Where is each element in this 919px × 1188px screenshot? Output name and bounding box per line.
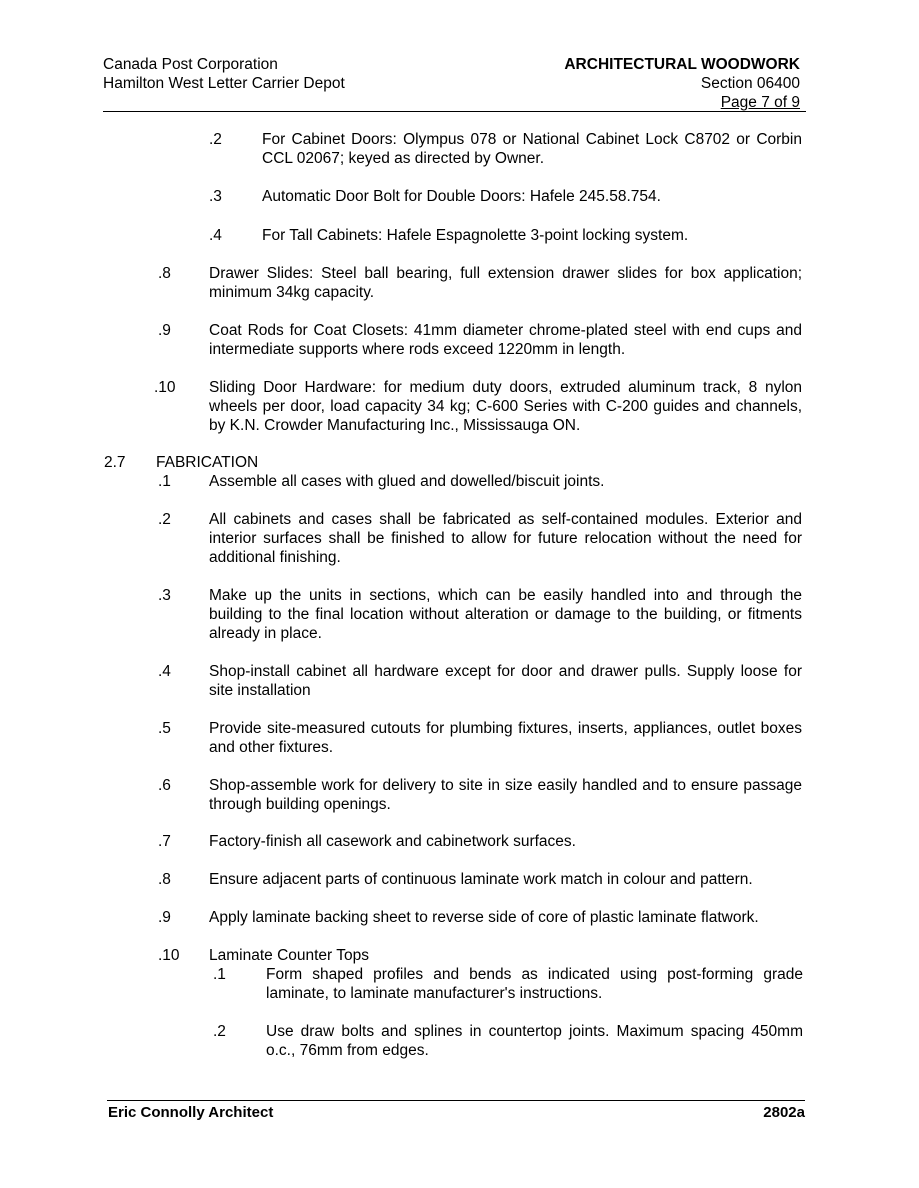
item-number: .3 (209, 188, 222, 205)
fab-item-text: Shop-install cabinet all hardware except for door and drawer pulls. Supply loose for site installation (209, 663, 802, 699)
fab-item-number: .10 (158, 947, 180, 964)
fab-item-text: Shop-assemble work for delivery to site in size easily handled and to ensure passage through building openings. (209, 777, 802, 813)
item-number: .8 (158, 265, 171, 282)
header-left (103, 55, 345, 93)
item-number: .9 (158, 322, 171, 339)
footer-architect: Eric Connolly Architect (108, 1104, 274, 1121)
fab-item-number: .3 (158, 587, 171, 604)
section-number: 2.7 (104, 454, 126, 471)
fab-item-number: .4 (158, 663, 171, 680)
item-text: Sliding Door Hardware: for medium duty doors, extruded aluminum track, 8 nylon wheels per door, load capacity 34 kg; C-600 Series with C-200 guides and channels, by K.N. Crowder Manufacturing Inc., Mississauga ON. (209, 379, 802, 434)
fab-item-text: Ensure adjacent parts of continuous laminate work match in colour and pattern. (209, 871, 753, 888)
sub-item-number: .1 (213, 966, 226, 983)
fab-item-text: Provide site-measured cutouts for plumbing fixtures, inserts, appliances, outlet boxes and other fixtures. (209, 720, 802, 756)
item-text: Coat Rods for Coat Closets: 41mm diameter chrome-plated steel with end cups and intermediate supports where rods exceed 1220mm in length. (209, 322, 802, 358)
fab-item-number: .6 (158, 777, 171, 794)
item-number: .4 (209, 227, 222, 244)
header-page: Page 7 of 9 (720, 94, 800, 111)
sub-item-number: .2 (213, 1023, 226, 1040)
item-text: For Tall Cabinets: Hafele Espagnolette 3-point locking system. (262, 227, 689, 244)
item-text: Drawer Slides: Steel ball bearing, full extension drawer slides for box application; minimum 34kg capacity. (209, 265, 802, 301)
item-number: .2 (209, 131, 222, 148)
fab-item-text: Assemble all cases with glued and dowelled/biscuit joints. (209, 473, 605, 490)
footer-rule (107, 1100, 805, 1101)
header-section: Section 06400 (700, 75, 800, 92)
fab-item-text: Apply laminate backing sheet to reverse side of core of plastic laminate flatwork. (209, 909, 759, 926)
fab-item-text: Make up the units in sections, which can be easily handled into and through the building to the final location without alteration or damage to the building, or fitments already in place. (209, 587, 802, 642)
section-title: FABRICATION (156, 454, 259, 471)
fab-item-number: .9 (158, 909, 171, 926)
header-rule (103, 111, 806, 112)
item-number: .10 (154, 379, 176, 396)
fab-item-text: Factory-finish all casework and cabinetwork surfaces. (209, 833, 576, 850)
footer-code: 2802a (763, 1104, 805, 1121)
header-org: Canada Post Corporation (103, 56, 278, 73)
fab-item-number: .2 (158, 511, 171, 528)
fab-item-number: .1 (158, 473, 171, 490)
fab-item-text: All cabinets and cases shall be fabricated as self-contained modules. Exterior and interior surfaces shall be finished to allow for future relocation without the need for additional finishing. (209, 511, 802, 566)
item-text: For Cabinet Doors: Olympus 078 or National Cabinet Lock C8702 or Corbin CCL 02067; keyed as directed by Owner. (262, 131, 802, 167)
header-project: Hamilton West Letter Carrier Depot (103, 75, 345, 92)
fab-item-number: .5 (158, 720, 171, 737)
header-title: ARCHITECTURAL WOODWORK (564, 56, 800, 73)
header-right (564, 55, 800, 112)
fab-item-number: .7 (158, 833, 171, 850)
item-text: Automatic Door Bolt for Double Doors: Hafele 245.58.754. (262, 188, 661, 205)
sub-item-text: Use draw bolts and splines in countertop joints. Maximum spacing 450mm o.c., 76mm from edges. (266, 1023, 803, 1059)
fab-item-text: Laminate Counter Tops (209, 947, 369, 964)
fab-item-number: .8 (158, 871, 171, 888)
sub-item-text: Form shaped profiles and bends as indicated using post-forming grade laminate, to laminate manufacturer's instructions. (266, 966, 803, 1002)
